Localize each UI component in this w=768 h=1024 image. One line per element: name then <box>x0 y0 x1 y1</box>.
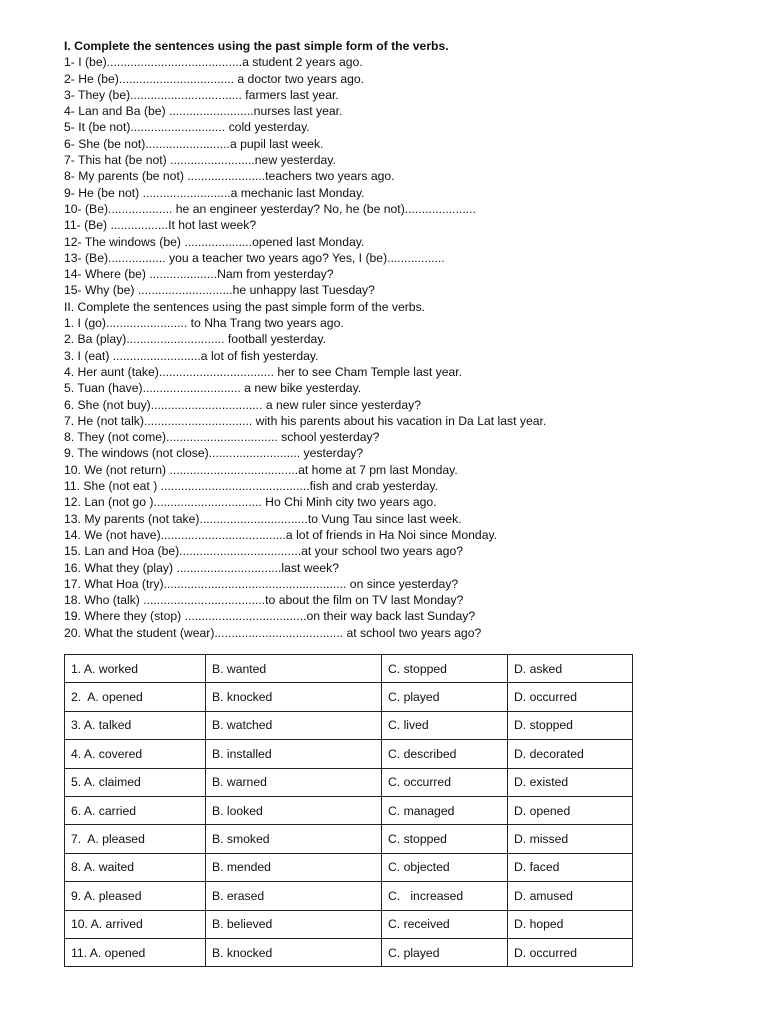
section-2-list <box>64 315 704 641</box>
table-cell: B. believed <box>206 910 382 938</box>
table-cell: B. installed <box>206 740 382 768</box>
exercise-item: 8. They (not come)................................. school yesterday? <box>64 430 380 445</box>
exercise-item: 11- (Be) .................It hot last week? <box>64 218 257 233</box>
table-cell: 8. A. waited <box>65 853 206 881</box>
exercise-item: 8- My parents (be not) .......................teachers two years ago. <box>64 169 395 184</box>
table-cell: C. objected <box>382 853 508 881</box>
table-cell: B. knocked <box>206 683 382 711</box>
table-cell: B. mended <box>206 853 382 881</box>
table-row <box>65 825 633 853</box>
exercise-item: 17. What Hoa (try)...................................................... on since yesterday? <box>64 576 459 591</box>
pronunciation-options-table <box>64 654 633 967</box>
exercise-item: 2- He (be).................................. a doctor two years ago. <box>64 71 365 86</box>
table-cell: C. managed <box>382 796 508 824</box>
section-1-list <box>64 54 704 298</box>
table-row <box>65 882 633 910</box>
table-cell: D. faced <box>508 853 633 881</box>
table-cell: C. played <box>382 938 508 966</box>
table-cell: D. stopped <box>508 711 633 739</box>
table-cell: 5. A. claimed <box>65 768 206 796</box>
exercise-item: 15- Why (be) ............................he unhappy last Tuesday? <box>64 283 375 298</box>
exercise-item: 5- It (be not)............................ cold yesterday. <box>64 120 310 135</box>
table-row <box>65 711 633 739</box>
table-cell: D. occurred <box>508 938 633 966</box>
table-cell: 4. A. covered <box>65 740 206 768</box>
table-row <box>65 768 633 796</box>
exercise-item: 16. What they (play) ...............................last week? <box>64 560 339 575</box>
table-cell: C. lived <box>382 711 508 739</box>
table-cell: B. smoked <box>206 825 382 853</box>
exercise-item: 7. He (not talk)................................ with his parents about his vacation in Da Lat last year. <box>64 413 547 428</box>
table-cell: B. erased <box>206 882 382 910</box>
exercise-item: 18. Who (talk) ....................................to about the film on TV last Monday? <box>64 593 464 608</box>
table-cell: C. occurred <box>382 768 508 796</box>
table-cell: 10. A. arrived <box>65 910 206 938</box>
exercise-item: 1- I (be)........................................a student 2 years ago. <box>64 55 363 70</box>
exercise-item: 10. We (not return) ......................................at home at 7 pm last Monday. <box>64 462 458 477</box>
exercise-item: 2. Ba (play)............................. football yesterday. <box>64 332 326 347</box>
table-cell: 7. A. pleased <box>65 825 206 853</box>
table-row <box>65 938 633 966</box>
exercise-item: 4. Her aunt (take).................................. her to see Cham Temple last year. <box>64 364 463 379</box>
exercise-item: 1. I (go)........................ to Nha Trang two years ago. <box>64 316 344 331</box>
exercise-item: 9. The windows (not close)........................... yesterday? <box>64 446 364 461</box>
table-cell: D. amused <box>508 882 633 910</box>
table-cell: C. played <box>382 683 508 711</box>
table-cell: 11. A. opened <box>65 938 206 966</box>
table-cell: C. described <box>382 740 508 768</box>
table-cell: D. missed <box>508 825 633 853</box>
exercise-item: 12. Lan (not go )................................ Ho Chi Minh city two years ago. <box>64 495 437 510</box>
table-row <box>65 853 633 881</box>
table-cell: 9. A. pleased <box>65 882 206 910</box>
exercise-item: 13- (Be)................. you a teacher two years ago? Yes, I (be)................. <box>64 250 445 265</box>
table-cell: 2. A. opened <box>65 683 206 711</box>
exercise-item: 14. We (not have).....................................a lot of friends in Ha Noi since Monday. <box>64 527 498 542</box>
table-cell: D. asked <box>508 655 633 683</box>
worksheet <box>64 38 704 641</box>
table-row <box>65 740 633 768</box>
exercise-item: 5. Tuan (have)............................. a new bike yesterday. <box>64 381 362 396</box>
exercise-item: 13. My parents (not take)................................to Vung Tau since last week. <box>64 511 462 526</box>
exercise-item: 11. She (not eat ) ............................................fish and crab yesterday. <box>64 479 439 494</box>
exercise-item: 6. She (not buy)................................. a new ruler since yesterday? <box>64 397 421 412</box>
table-cell: C. stopped <box>382 825 508 853</box>
exercise-item: 14- Where (be) ....................Nam from yesterday? <box>64 267 334 282</box>
table-cell: D. decorated <box>508 740 633 768</box>
exercise-item: 6- She (be not).........................a pupil last week. <box>64 136 324 151</box>
table-cell: C. increased <box>382 882 508 910</box>
table-row <box>65 796 633 824</box>
exercise-item: 7- This hat (be not) .........................new yesterday. <box>64 153 336 168</box>
table-row <box>65 910 633 938</box>
section-2-heading: II. Complete the sentences using the past simple form of the verbs. <box>64 299 426 314</box>
table-cell: B. wanted <box>206 655 382 683</box>
table-cell: D. existed <box>508 768 633 796</box>
exercise-item: 20. What the student (wear)...................................... at school two years ago? <box>64 625 482 640</box>
exercise-item: 12- The windows (be) ....................opened last Monday. <box>64 234 365 249</box>
table-cell: D. occurred <box>508 683 633 711</box>
exercise-item: 3- They (be)................................. farmers last year. <box>64 87 339 102</box>
table-cell: D. hoped <box>508 910 633 938</box>
exercise-item: 3. I (eat) ..........................a lot of fish yesterday. <box>64 348 319 363</box>
table-row <box>65 655 633 683</box>
section-1-heading: I. Complete the sentences using the past simple form of the verbs. <box>64 39 449 53</box>
table-cell: 1. A. worked <box>65 655 206 683</box>
exercise-item: 19. Where they (stop) ....................................on their way back last Sunday? <box>64 609 476 624</box>
exercise-item: 9- He (be not) ..........................a mechanic last Monday. <box>64 185 365 200</box>
table-cell: C. received <box>382 910 508 938</box>
table-cell: D. opened <box>508 796 633 824</box>
table-cell: 3. A. talked <box>65 711 206 739</box>
exercise-item: 15. Lan and Hoa (be)....................................at your school two years ago? <box>64 544 463 559</box>
table-cell: 6. A. carried <box>65 796 206 824</box>
table-cell: C. stopped <box>382 655 508 683</box>
table-cell: B. warned <box>206 768 382 796</box>
table-cell: B. knocked <box>206 938 382 966</box>
table-row <box>65 683 633 711</box>
table-cell: B. looked <box>206 796 382 824</box>
table-cell: B. watched <box>206 711 382 739</box>
exercise-item: 4- Lan and Ba (be) .........................nurses last year. <box>64 104 343 119</box>
exercise-item: 10- (Be)................... he an engineer yesterday? No, he (be not)..................... <box>64 201 476 216</box>
